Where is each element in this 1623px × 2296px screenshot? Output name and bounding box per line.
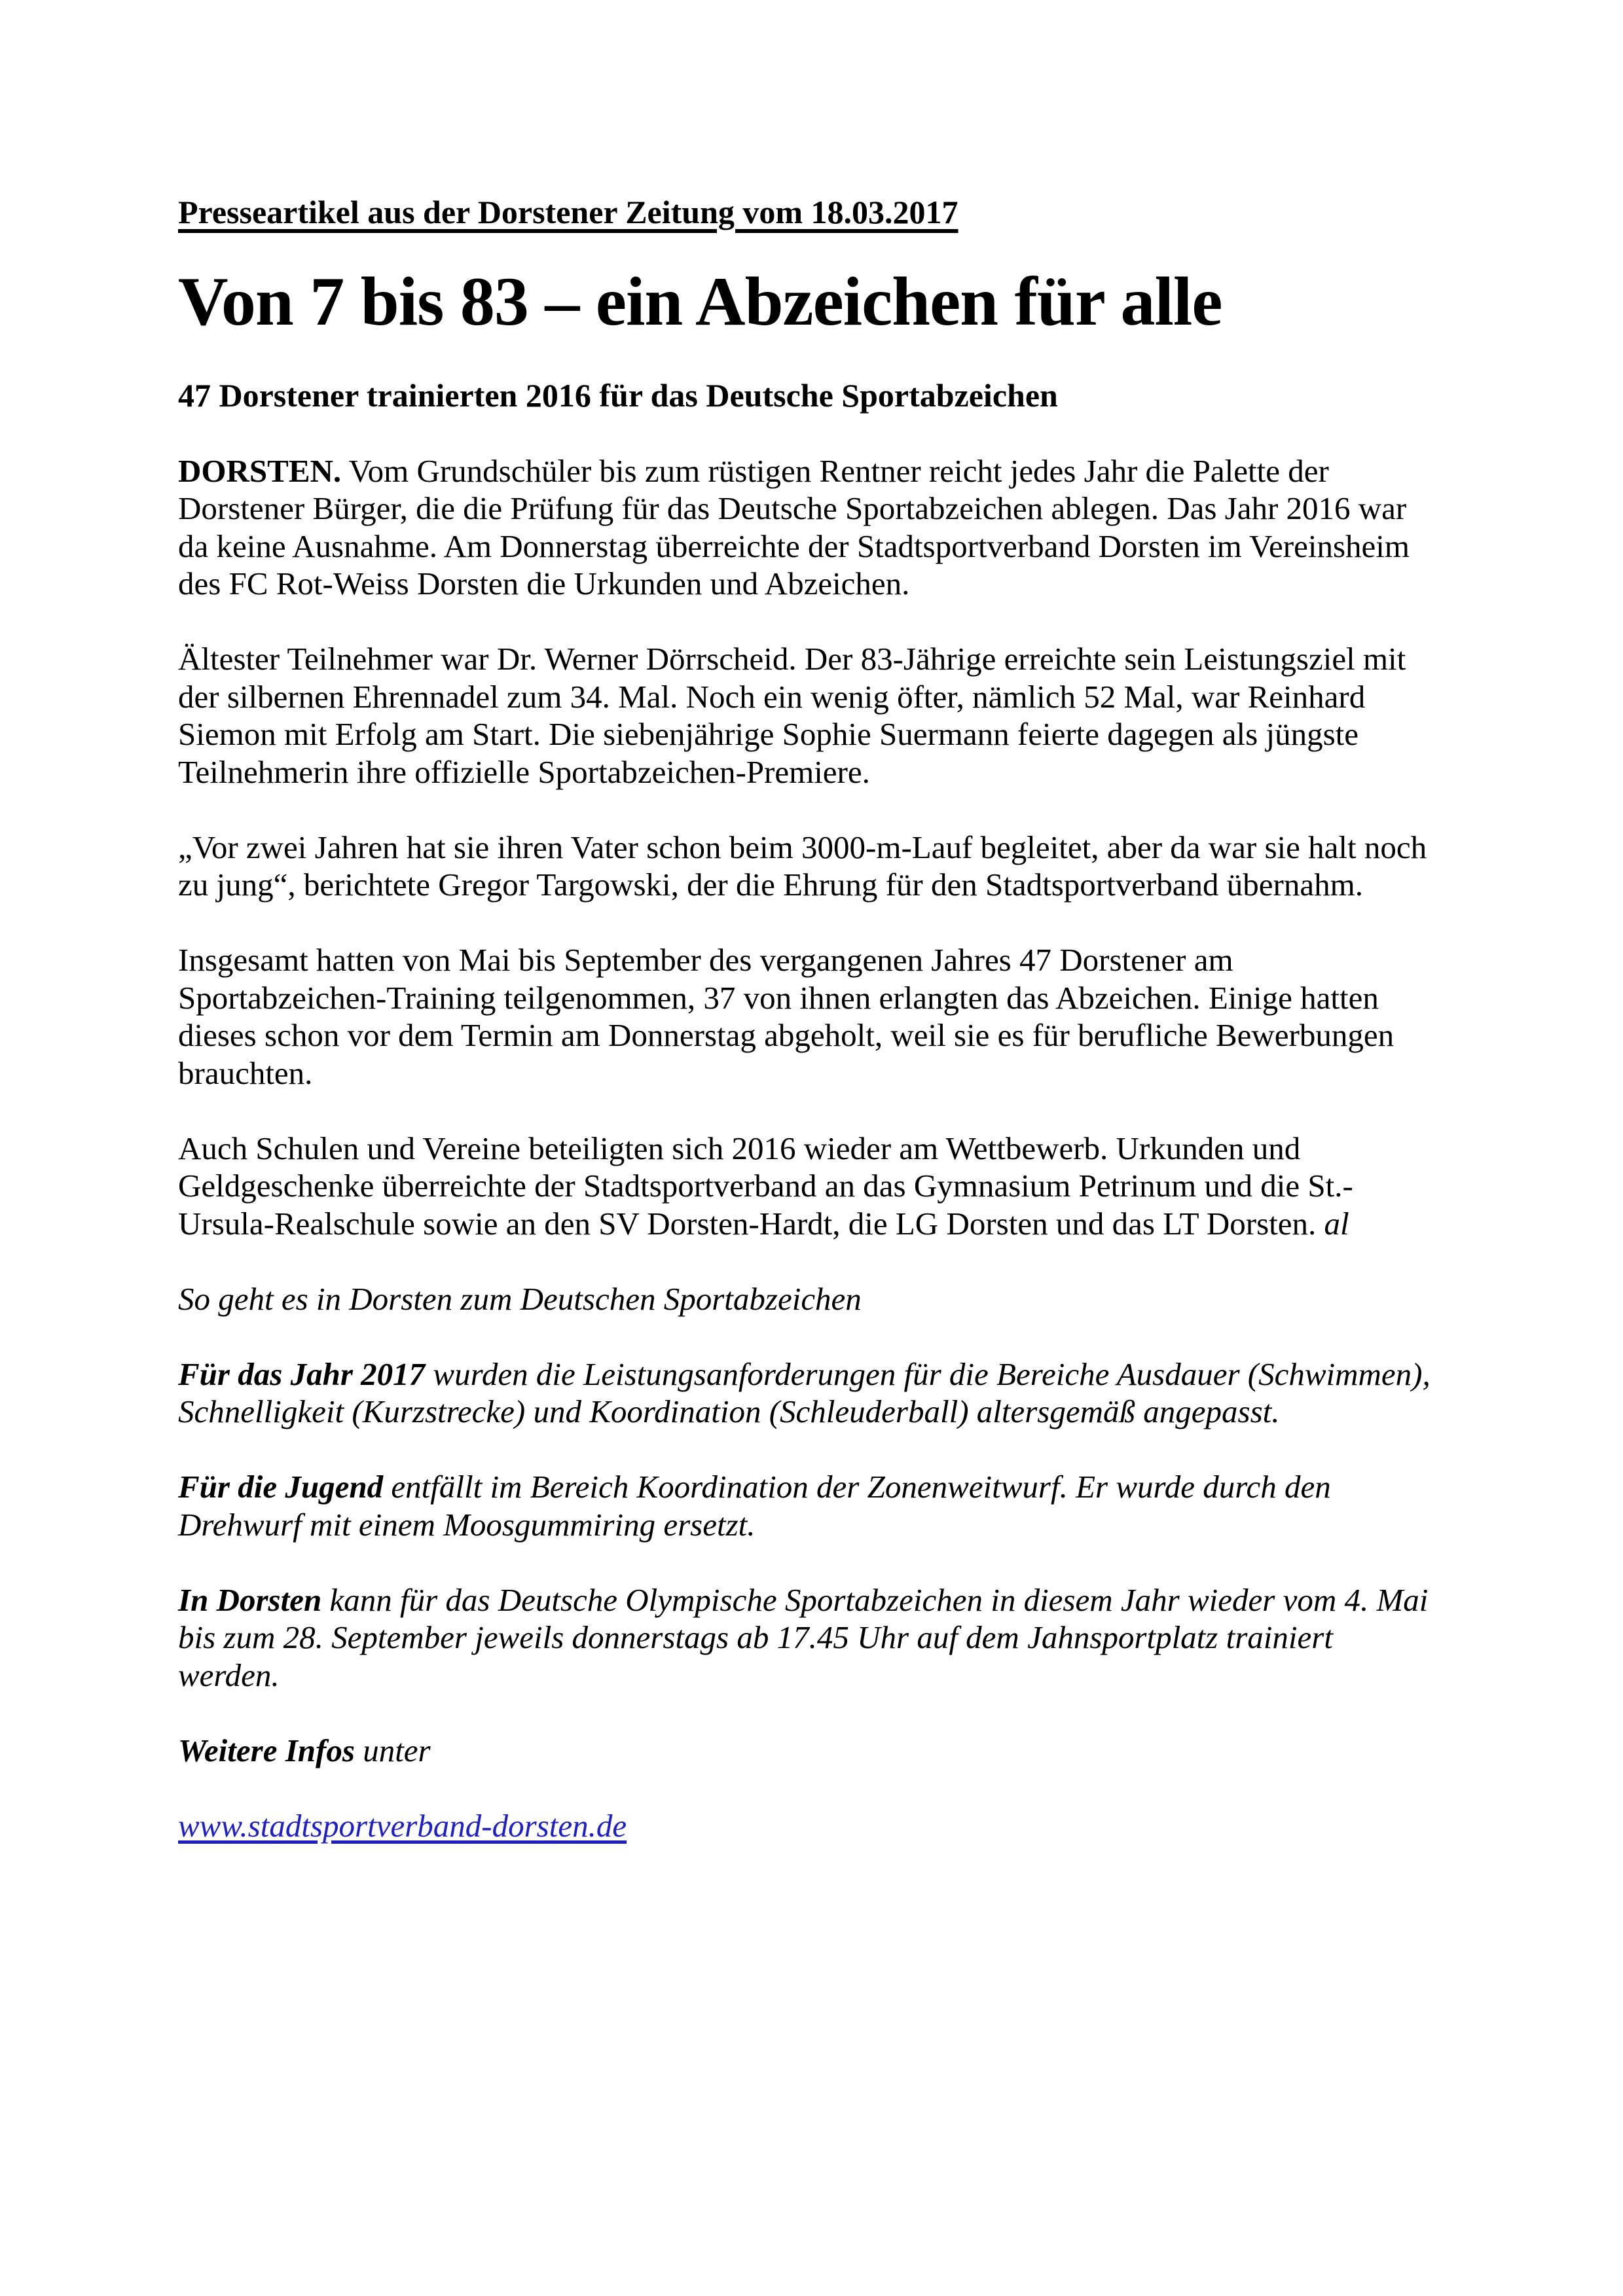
paragraph (178, 640, 1442, 791)
paragraph (178, 1581, 1442, 1695)
website-link-line (178, 1807, 1442, 1845)
text-run: DORSTEN. (178, 452, 342, 489)
paragraph (178, 941, 1442, 1092)
text-run: unter (354, 1732, 431, 1768)
text-run: „Vor zwei Jahren hat sie ihren Vater schon beim 3000-m-Lauf begleitet, aber da war sie halt noch zu jung“, berichtete Gregor Targowski, der die Ehrung für den Stadtsportverband übernahm. (178, 829, 1427, 903)
article-subtitle: 47 Dorstener trainierten 2016 für das Deutsche Sportabzeichen (178, 376, 1058, 414)
text-run: Weitere Infos (178, 1732, 355, 1768)
paragraph (178, 1355, 1442, 1431)
text-run: Vom Grundschüler bis zum rüstigen Rentner reicht jedes Jahr die Palette der Dorstener Bürger, die die Prüfung für das Deutsche Sportabzeichen ablegen. Das Jahr 2016 war da keine Ausnahme. Am Donnerstag überreichte der Stadtsportverband Dorsten im Vereinsheim des FC Rot-Weiss Dorsten die Urkunden und Abzeichen. (178, 452, 1410, 601)
text-run: Für die Jugend (178, 1469, 384, 1505)
article-title: Von 7 bis 83 – ein Abzeichen für alle (178, 262, 1222, 340)
article-body (178, 452, 1442, 1770)
text-run: entfällt im Bereich Koordination der Zonenweitwurf. Er wurde durch den Drehwurf mit einem Moosgummiring ersetzt. (178, 1469, 1331, 1543)
paragraph (178, 1130, 1442, 1243)
article-source-line: Presseartikel aus der Dorstener Zeitung vom 18.03.2017 (178, 194, 958, 230)
text-run: wurden die Leistungsanforderungen für die Bereiche Ausdauer (Schwimmen), Schnelligkeit (Kurzstrecke) und Koordination (Schleuderball) altersgemäß angepasst. (178, 1355, 1431, 1429)
text-run: al (1324, 1205, 1349, 1242)
website-link[interactable]: www.stadtsportverband-dorsten.de (178, 1807, 627, 1844)
paragraph (178, 1280, 1442, 1318)
paragraph (178, 452, 1442, 603)
paragraph (178, 1468, 1442, 1543)
paragraph (178, 829, 1442, 904)
text-run: Für das Jahr 2017 (178, 1355, 426, 1392)
text-run: So geht es in Dorsten zum Deutschen Sportabzeichen (178, 1280, 862, 1317)
text-run: Ältester Teilnehmer war Dr. Werner Dörrscheid. Der 83-Jährige erreichte sein Leistungsziel mit der silbernen Ehrennadel zum 34. Mal. Noch ein wenig öfter, nämlich 52 Mal, war Reinhard Siemon mit Erfolg am Start. Die siebenjährige Sophie Suermann feierte dagegen als jüngste Teilnehmerin ihre offizielle Sportabzeichen-Premiere. (178, 641, 1406, 790)
text-run: Auch Schulen und Vereine beteiligten sich 2016 wieder am Wettbewerb. Urkunden und Geldgeschenke überreichte der Stadtsportverband an das Gymnasium Petrinum und die St.-Ursula-Realschule sowie an den SV Dorsten-Hardt, die LG Dorsten und das LT Dorsten. (178, 1130, 1353, 1242)
text-run: In Dorsten (178, 1581, 322, 1618)
text-run: Insgesamt hatten von Mai bis September des vergangenen Jahres 47 Dorstener am Sportabzeichen-Training teilgenommen, 37 von ihnen erlangten das Abzeichen. Einige hatten dieses schon vor dem Termin am Donnerstag abgeholt, weil sie es für berufliche Bewerbungen brauchten. (178, 942, 1395, 1091)
paragraph (178, 1732, 1442, 1770)
text-run: kann für das Deutsche Olympische Sportabzeichen in diesem Jahr wieder vom 4. Mai bis zum 28. September jeweils donnerstags ab 17.45 Uhr auf dem Jahnsportplatz trainiert werden. (178, 1581, 1429, 1693)
